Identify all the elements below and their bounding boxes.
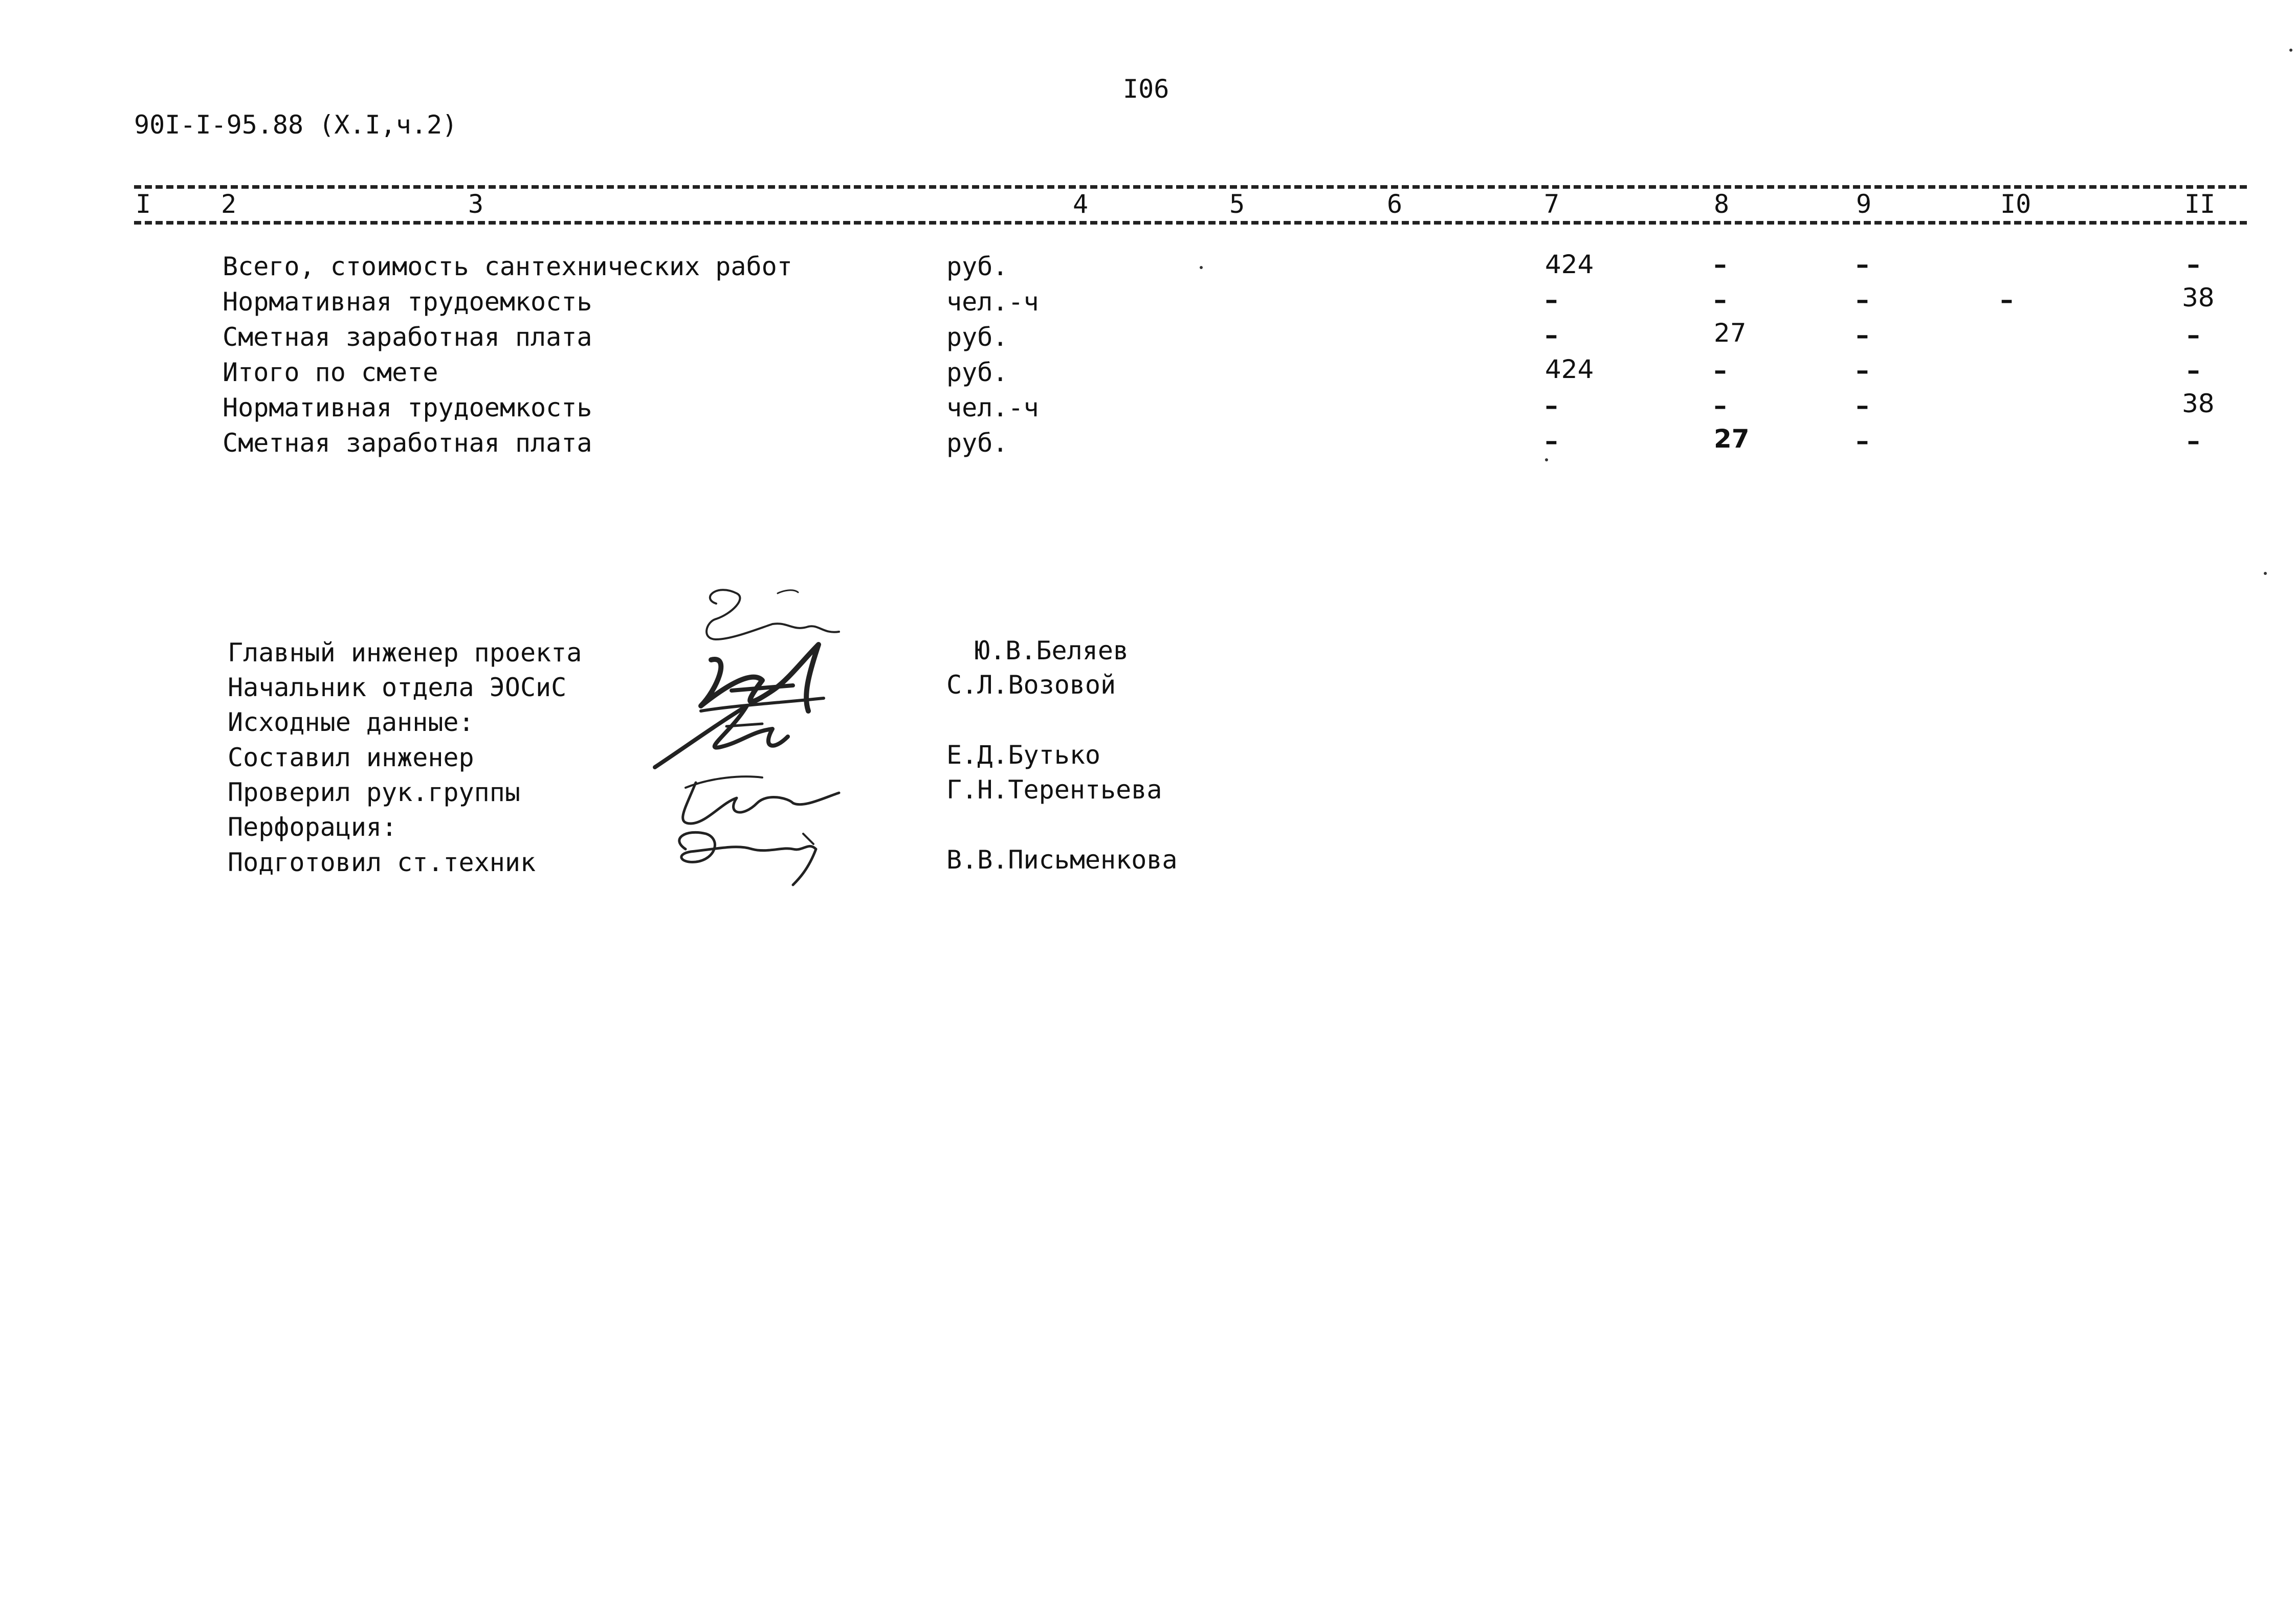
signature-role-3: Исходные данные: bbox=[228, 707, 474, 737]
column-header-3: 3 bbox=[468, 189, 484, 219]
scan-speck bbox=[1545, 458, 1548, 461]
row-6-col8: 27 bbox=[1714, 424, 1750, 454]
row-3-col11: – bbox=[2187, 320, 2200, 350]
row-6-label: Сметная заработная плата bbox=[223, 428, 592, 458]
row-2-col8: – bbox=[1714, 285, 1727, 315]
row-1-col11: – bbox=[2187, 250, 2200, 279]
signature-role-7: Подготовил ст.техник bbox=[228, 848, 536, 877]
row-2-label: Нормативная трудоемкость bbox=[223, 287, 592, 317]
row-5-label: Нормативная трудоемкость bbox=[223, 393, 592, 423]
signature-role-1: Главный инженер проекта bbox=[228, 638, 582, 668]
handwritten-signatures bbox=[639, 583, 926, 890]
row-3-label: Сметная заработная плата bbox=[223, 322, 592, 352]
row-3-col7: – bbox=[1545, 320, 1558, 350]
row-3-col8: 27 bbox=[1714, 318, 1747, 348]
column-header-4: 4 bbox=[1073, 189, 1089, 219]
column-header-10: I0 bbox=[2000, 189, 2032, 219]
row-5-col8: – bbox=[1714, 391, 1727, 420]
column-header-8: 8 bbox=[1714, 189, 1730, 219]
signature-role-2: Начальник отдела ЭОСиС bbox=[228, 673, 567, 702]
row-4-col8: – bbox=[1714, 355, 1727, 385]
row-5-col7: – bbox=[1545, 391, 1558, 420]
row-5-col9: – bbox=[1856, 391, 1869, 420]
row-1-col8: – bbox=[1714, 250, 1727, 279]
signature-role-4: Составил инженер bbox=[228, 743, 474, 772]
row-2-unit: чел.-ч bbox=[946, 287, 1039, 317]
row-1-col7: 424 bbox=[1545, 250, 1594, 279]
row-4-col11: – bbox=[2187, 355, 2200, 385]
row-2-col9: – bbox=[1856, 285, 1869, 315]
row-2-col11: 38 bbox=[2182, 283, 2215, 313]
scan-speck bbox=[2264, 572, 2267, 575]
row-3-unit: руб. bbox=[946, 322, 1008, 352]
row-1-unit: руб. bbox=[946, 252, 1008, 281]
row-2-col10: – bbox=[2000, 285, 2013, 315]
row-6-col11: – bbox=[2187, 426, 2200, 456]
signature-role-5: Проверил рук.группы bbox=[228, 777, 520, 807]
row-6-col9: – bbox=[1856, 426, 1869, 456]
column-header-1: I bbox=[136, 189, 151, 219]
scan-speck bbox=[2289, 49, 2292, 52]
row-1-label: Всего, стоимость сантехнических работ bbox=[223, 252, 792, 281]
signature-role-6: Перфорация: bbox=[228, 812, 398, 842]
table-header-rule-bottom bbox=[134, 221, 2247, 225]
row-4-unit: руб. bbox=[946, 358, 1008, 387]
row-4-col7: 424 bbox=[1545, 354, 1594, 384]
signature-name-2: С.Л.Возовой bbox=[946, 670, 1116, 700]
row-2-col7: – bbox=[1545, 285, 1558, 315]
row-3-col9: – bbox=[1856, 320, 1869, 350]
signature-name-7: В.В.Письменкова bbox=[946, 845, 1178, 875]
row-5-col11: 38 bbox=[2182, 389, 2215, 418]
scan-speck bbox=[1200, 266, 1203, 269]
column-header-9: 9 bbox=[1856, 189, 1872, 219]
signature-name-4: Е.Д.Бутько bbox=[946, 740, 1101, 770]
row-6-unit: руб. bbox=[946, 428, 1008, 458]
row-6-col7: – bbox=[1545, 426, 1558, 456]
row-1-col9: – bbox=[1856, 250, 1869, 279]
row-4-col9: – bbox=[1856, 355, 1869, 385]
column-header-5: 5 bbox=[1229, 189, 1245, 219]
column-header-2: 2 bbox=[221, 189, 237, 219]
document-code: 90I-I-95.88 (X.I,ч.2) bbox=[134, 110, 458, 140]
page-number: I06 bbox=[1123, 74, 1169, 104]
row-5-unit: чел.-ч bbox=[946, 393, 1039, 423]
column-header-7: 7 bbox=[1544, 189, 1560, 219]
signature-name-5: Г.Н.Терентьева bbox=[946, 775, 1162, 805]
row-4-label: Итого по смете bbox=[223, 358, 438, 387]
column-header-6: 6 bbox=[1387, 189, 1403, 219]
column-header-11: II bbox=[2184, 189, 2216, 219]
table-header-rule-top bbox=[134, 185, 2247, 189]
signature-name-1: Ю.В.Беляев bbox=[975, 636, 1129, 665]
